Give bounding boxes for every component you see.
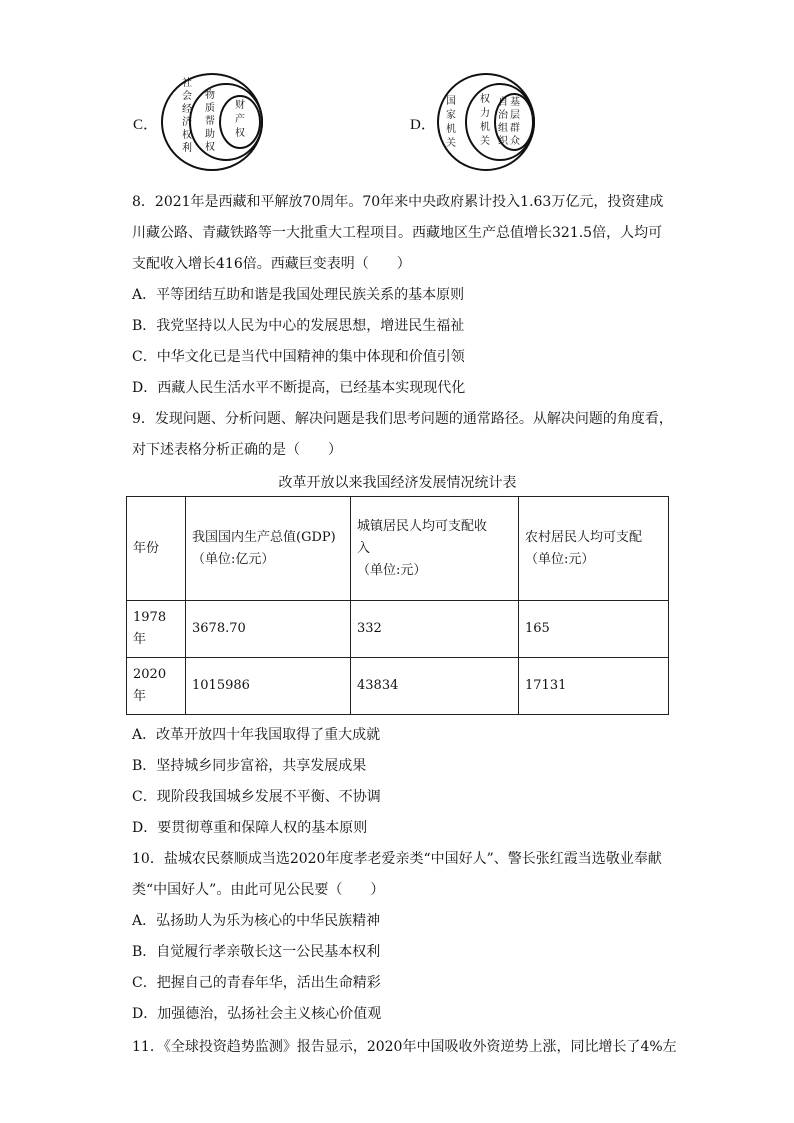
q11-stem-line1: 11．《全球投资趋势监测》报告显示，2020年中国吸收外资逆势上涨，同比增长了4%左 [132,1039,677,1055]
venn-diagram-d [436,72,541,172]
c-middle-text [205,88,215,153]
svg-text:财: 财 [235,100,245,111]
svg-text:物: 物 [205,90,215,101]
svg-text:利: 利 [182,143,192,154]
svg-text:质: 质 [205,103,215,114]
svg-text:机: 机 [446,124,456,135]
cell-rural: 17131 [519,658,669,715]
svg-text:治: 治 [498,110,508,121]
q10-option-c[interactable]: C．把握自己的青春年华，活出生命精彩 [132,975,381,991]
option-d-label[interactable]: D． [410,117,436,133]
svg-text:帮: 帮 [205,116,215,127]
svg-text:会: 会 [182,91,192,102]
q10-stem-line1: 10．盐城农民蔡顺成当选2020年度孝老爱亲类“中国好人”、警长张红霞当选敬业奉献 [132,851,662,867]
svg-text:权: 权 [182,130,192,141]
q10-stem-line2: 类“中国好人”。由此可见公民要（ ） [132,882,385,898]
svg-text:群: 群 [510,123,520,134]
q8-option-b[interactable]: B．我党坚持以人民为中心的发展思想，增进民生福祉 [132,318,465,334]
svg-text:机: 机 [480,122,490,133]
svg-text:社: 社 [182,78,192,89]
d-outer-text [446,95,456,149]
svg-text:权: 权 [235,128,245,139]
q8-stem-line2: 川藏公路、青藏铁路等一大批重大工程项目。西藏地区生产总值增长321.5倍，人均可 [132,225,663,241]
svg-text:助: 助 [205,129,215,140]
cell-urban: 332 [351,601,519,658]
economic-statistics-table [126,496,669,715]
q10-option-a[interactable]: A．弘扬助人为乐为核心的中华民族精神 [132,913,381,929]
table-header-row [127,497,669,601]
svg-text:众: 众 [510,136,520,147]
cell-urban: 43834 [351,658,519,715]
svg-text:国: 国 [446,96,456,107]
q9-option-b[interactable]: B．坚持城乡同步富裕，共享发展成果 [132,758,367,774]
svg-text:关: 关 [480,136,490,147]
table-row [127,601,669,658]
header-rural-income: 农村居民人均可支配 （单位:元） [519,497,669,601]
q9-option-d[interactable]: D．要贯彻尊重和保障人权的基本原则 [132,820,368,836]
svg-text:家: 家 [446,110,456,121]
d-inner-text [498,95,520,147]
svg-text:权: 权 [480,94,490,105]
svg-text:织: 织 [498,136,508,147]
svg-text:产: 产 [235,114,245,125]
header-urban-income: 城镇居民人均可支配收 入 （单位:元） [351,497,519,601]
svg-text:关: 关 [446,138,456,149]
cell-rural: 165 [519,601,669,658]
svg-text:组: 组 [498,123,508,134]
q8-stem-line1: 8．2021年是西藏和平解放70周年。70年来中央政府累计投入1.63万亿元，投资建成 [132,194,664,210]
cell-year: 1978年 [127,601,186,658]
svg-text:力: 力 [480,108,490,119]
c-inner-text [235,98,245,139]
d-middle-text [480,92,490,147]
cell-gdp: 1015986 [186,658,351,715]
q9-option-c[interactable]: C．现阶段我国城乡发展不平衡、不协调 [132,789,381,805]
table-row [127,658,669,715]
q8-stem-line3: 支配收入增长416倍。西藏巨变表明（ ） [132,256,411,272]
q9-stem-line1: 9．发现问题、分析问题、解决问题是我们思考问题的通常路径。从解决问题的角度看， [132,411,673,427]
q9-option-a[interactable]: A．改革开放四十年我国取得了重大成就 [132,727,381,743]
svg-text:基: 基 [510,97,520,108]
q10-option-b[interactable]: B．自觉履行孝亲敬长这一公民基本权利 [132,944,381,960]
q10-option-d[interactable]: D．加强德治，弘扬社会主义核心价值观 [132,1006,382,1022]
q9-stem-line2: 对下述表格分析正确的是（ ） [132,442,342,458]
option-c-label[interactable]: C． [133,117,159,133]
svg-text:自: 自 [498,97,508,108]
svg-text:经: 经 [182,104,192,115]
q8-option-a[interactable]: A．平等团结互助和谐是我国处理民族关系的基本原则 [132,287,465,303]
cell-gdp: 3678.70 [186,601,351,658]
table-title: 改革开放以来我国经济发展情况统计表 [278,475,517,491]
header-gdp: 我国国内生产总值(GDP) （单位:亿元） [186,497,351,601]
venn-diagram-c [160,72,270,172]
cell-year: 2020年 [127,658,186,715]
q8-option-c[interactable]: C．中华文化已是当代中国精神的集中体现和价值引领 [132,349,465,365]
svg-text:层: 层 [510,110,520,121]
svg-text:济: 济 [182,117,192,128]
q8-option-d[interactable]: D．西藏人民生活水平不断提高，已经基本实现现代化 [132,380,466,396]
header-year: 年份 [127,497,186,601]
svg-text:权: 权 [205,142,215,153]
